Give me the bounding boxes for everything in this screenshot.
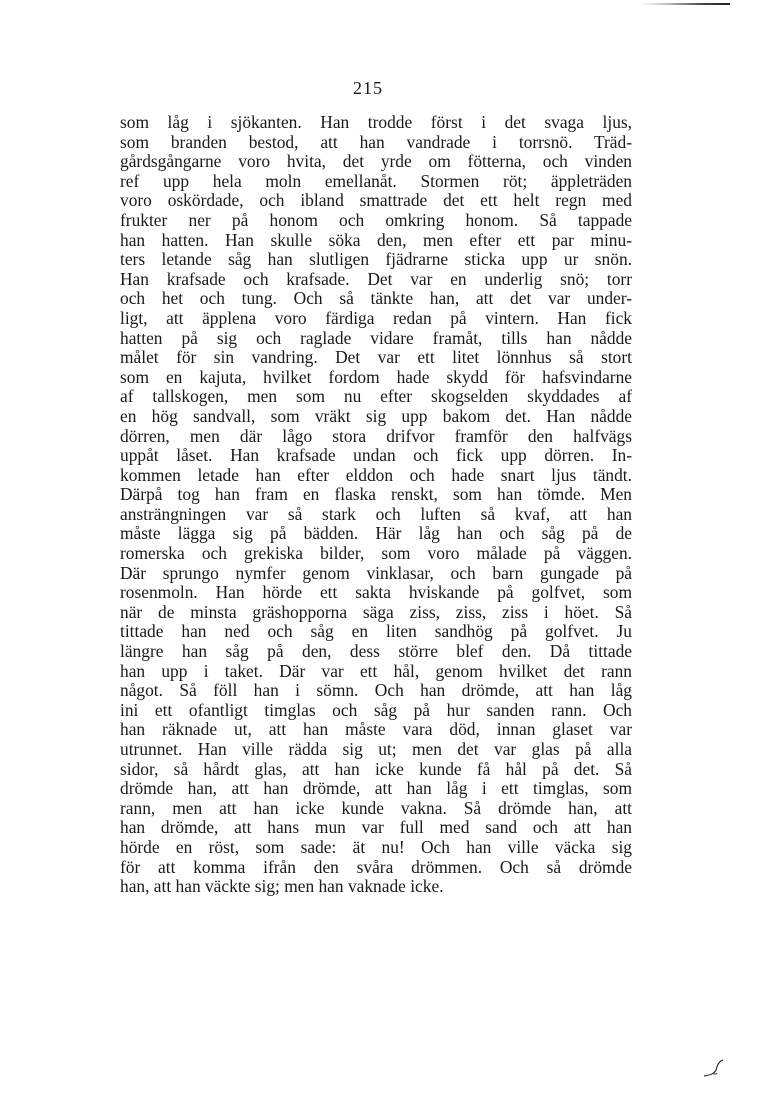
text-line: för att komma ifrån den svåra drömmen. Och så drömde xyxy=(120,856,632,877)
text-line: något. Så föll han i sömn. Och han drömde, att han låg xyxy=(120,680,632,701)
text-line: han hatten. Han skulle söka den, men efter ett par minu- xyxy=(120,229,632,250)
body-text xyxy=(120,113,632,897)
text-line: kommen letade han efter elddon och hade snart ljus tändt. xyxy=(120,464,632,485)
text-line: voro oskördade, och ibland smattrade det ett helt regn med xyxy=(120,190,632,211)
text-line: som branden bestod, att han vandrade i torrsnö. Träd- xyxy=(120,131,632,152)
text-line: Han krafsade och krafsade. Det var en underlig snö; torr xyxy=(120,268,632,289)
text-line: hörde en röst, som sade: ät nu! Och han ville väcka sig xyxy=(120,836,632,857)
text-line: och het och tung. Och så tänkte han, att det var under- xyxy=(120,288,632,309)
text-line: gårdsgångarne voro hvita, det yrde om fötterna, och vinden xyxy=(120,151,632,172)
text-line: af tallskogen, men som nu efter skogselden skyddades af xyxy=(120,386,632,407)
text-line: han drömde, att hans mun var full med sand och att han xyxy=(120,817,632,838)
text-line: målet för sin vandring. Det var ett litet lönnhus så stort xyxy=(120,347,632,368)
text-line: han upp i taket. Där var ett hål, genom hvilket det rann xyxy=(120,660,632,681)
text-line: ters letande såg han slutligen fjädrarne sticka upp ur snön. xyxy=(120,249,632,270)
text-line: sidor, så hårdt glas, att han icke kunde få hål på det. Så xyxy=(120,758,632,779)
text-line: drömde han, att han drömde, att han låg i ett timglas, som xyxy=(120,778,632,799)
text-line: uppåt låset. Han krafsade undan och fick upp dörren. In- xyxy=(120,445,632,466)
text-line: frukter ner på honom och omkring honom. Så tappade xyxy=(120,209,632,230)
text-line: han räknade ut, att han måste vara död, innan glaset var xyxy=(120,719,632,740)
scan-edge-mark xyxy=(640,3,730,5)
text-line: längre han såg på den, dess större blef den. Då tittade xyxy=(120,641,632,662)
text-line: rosenmoln. Han hörde ett sakta hviskande på golfvet, som xyxy=(120,582,632,603)
text-line: han, att han väckte sig; men han vaknade icke. xyxy=(120,876,444,897)
text-line: utrunnet. Han ville rädda sig ut; men det var glas på alla xyxy=(120,739,632,759)
text-line: tittade han ned och såg en liten sandhög på golfvet. Ju xyxy=(120,621,632,642)
text-line: dörren, men där lågo stora drifvor framför den halfvägs xyxy=(120,425,632,446)
text-line: rann, men att han icke kunde vakna. Så drömde han, att xyxy=(120,797,632,818)
ink-mark-icon xyxy=(702,1058,724,1078)
text-line: som en kajuta, hvilket fordom hade skydd för hafsvindarne xyxy=(120,366,632,387)
text-line: ref upp hela moln emellanåt. Stormen röt; äppleträden xyxy=(120,170,632,191)
text-line: ligt, att äpplena voro färdiga redan på vintern. Han fick xyxy=(120,307,632,328)
text-line: Där sprungo nymfer genom vinklasar, och barn gungade på xyxy=(120,562,632,583)
text-line: en hög sandvall, som vräkt sig upp bakom det. Han nådde xyxy=(120,405,632,426)
text-line: som låg i sjökanten. Han trodde först i det svaga ljus, xyxy=(120,112,632,132)
text-line: när de minsta gräshopporna säga ziss, ziss, ziss i höet. Så xyxy=(120,601,632,622)
page-number: 215 xyxy=(353,78,383,98)
text-line: ansträngningen var så stark och luften så kvaf, att han xyxy=(120,503,632,524)
text-line: måste lägga sig på bädden. Här låg han och såg på de xyxy=(120,523,632,544)
text-line: romerska och grekiska bilder, som voro målade på väggen. xyxy=(120,543,632,564)
text-line: hatten på sig och raglade vidare framåt, tills han nådde xyxy=(120,327,632,348)
text-line: Därpå tog han fram en flaska renskt, som han tömde. Men xyxy=(120,484,632,505)
text-line: ini ett ofantligt timglas och såg på hur sanden rann. Och xyxy=(120,699,632,720)
